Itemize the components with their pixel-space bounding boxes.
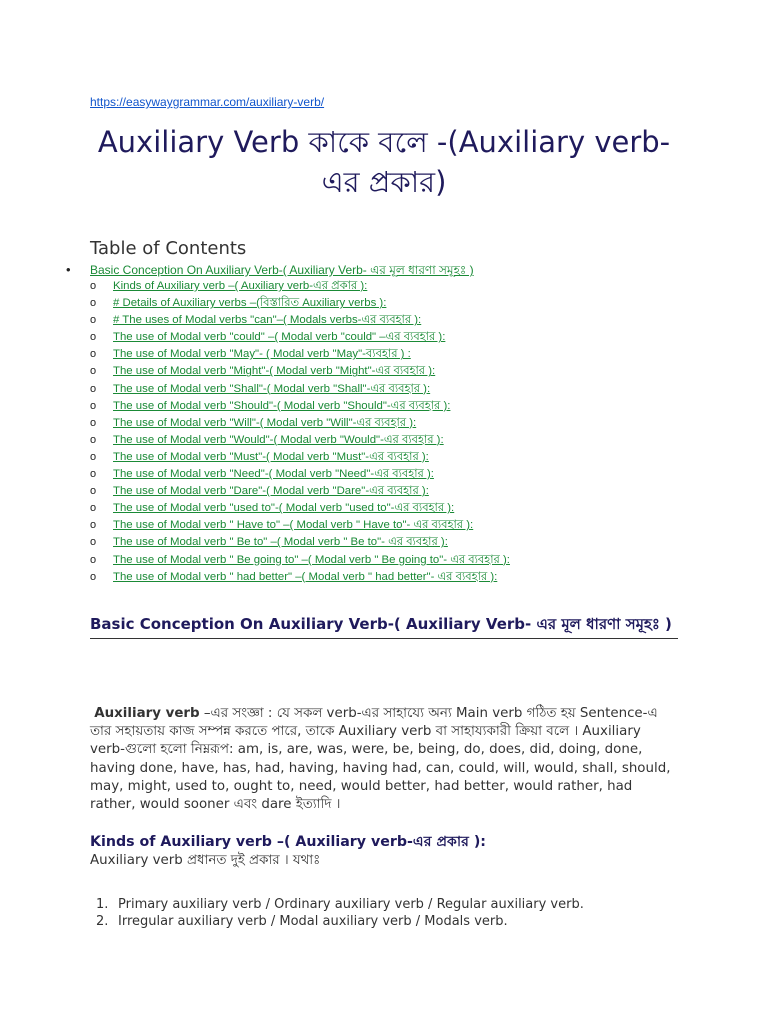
circle-bullet-icon: o <box>90 570 97 583</box>
page-title: Auxiliary Verb কাকে বলে -(Auxiliary verb-এর প্রকার) <box>97 125 671 199</box>
toc-link[interactable]: The use of Modal verb "could" –( Modal verb "could" –এর ব্যবহার ): <box>113 331 446 344</box>
toc-sub-list <box>90 278 678 586</box>
toc-link[interactable]: The use of Modal verb " Be going to" –( Modal verb " Be going to"- এর ব্যবহার ): <box>113 553 510 566</box>
toc-sub-item <box>90 312 678 329</box>
list-text: Irregular auxiliary verb / Modal auxiliary verb / Modals verb. <box>118 914 508 929</box>
toc-sub-item <box>90 381 678 398</box>
toc-link[interactable]: The use of Modal verb "Must"-( Modal verb "Must"-এর ব্যবহার ): <box>113 450 429 463</box>
toc-link[interactable]: The use of Modal verb "Need"-( Modal verb "Need"-এর ব্যবহার ): <box>113 468 434 481</box>
source-url-link[interactable]: https://easywaygrammar.com/auxiliary-verb/ <box>90 95 325 109</box>
list-item <box>90 896 584 913</box>
toc-heading: Table of Contents <box>90 238 247 259</box>
kinds-heading: Kinds of Auxiliary verb –( Auxiliary verb-এর প্রকার ): <box>90 834 486 850</box>
circle-bullet-icon: o <box>90 297 97 310</box>
circle-bullet-icon: o <box>90 348 97 361</box>
circle-bullet-icon: o <box>90 485 97 498</box>
toc-link[interactable]: The use of Modal verb "Should"-( Modal verb "Should"-এর ব্যবহার ): <box>113 399 451 412</box>
toc-sub-item <box>90 415 678 432</box>
circle-bullet-icon: o <box>90 331 97 344</box>
circle-bullet-icon: o <box>90 416 97 429</box>
toc-link[interactable]: The use of Modal verb " Have to" –( Modal verb " Have to"- এর ব্যবহার ): <box>113 519 474 532</box>
toc-sub-item <box>90 483 678 500</box>
circle-bullet-icon: o <box>90 433 97 446</box>
section-heading-basic-conception: Basic Conception On Auxiliary Verb-( Auxiliary Verb- এর মূল ধারণা সমূহঃ ) <box>90 614 678 639</box>
kinds-subtitle: Auxiliary verb প্রধানত দুই প্রকার । যথাঃ <box>90 853 321 868</box>
toc-link[interactable]: # The uses of Modal verbs "can"–( Modals verbs-এর ব্যবহার ): <box>113 314 422 327</box>
circle-bullet-icon: o <box>90 399 97 412</box>
toc-sub-item <box>90 569 678 586</box>
circle-bullet-icon: o <box>90 314 97 327</box>
toc-link[interactable]: The use of Modal verb "Shall"-( Modal verb "Shall"-এর ব্যবহার ): <box>113 382 431 395</box>
toc-link[interactable]: The use of Modal verb " had better" –( Modal verb " had better"- এর ব্যবহার ): <box>113 570 498 583</box>
toc-link[interactable]: The use of Modal verb "Dare"-( Modal verb "Dare"-এর ব্যবহার ): <box>113 485 429 498</box>
toc-link[interactable]: The use of Modal verb "used to"-( Modal verb "used to"-এর ব্যবহার ): <box>113 502 455 515</box>
list-text: Primary auxiliary verb / Ordinary auxiliary verb / Regular auxiliary verb. <box>118 897 584 912</box>
circle-bullet-icon: o <box>90 502 97 515</box>
toc-sub-item <box>90 534 678 551</box>
toc-sub-item <box>90 346 678 363</box>
circle-bullet-icon: o <box>90 280 97 292</box>
toc-sub-item <box>90 517 678 534</box>
toc-link[interactable]: The use of Modal verb " Be to" –( Modal verb " Be to"- এর ব্যবহার ): <box>113 536 448 549</box>
definition-paragraph <box>90 705 678 814</box>
circle-bullet-icon: o <box>90 382 97 395</box>
toc-link[interactable]: The use of Modal verb "Would"-( Modal verb "Would"-এর ব্যবহার ): <box>113 433 444 446</box>
toc-link-basic-conception[interactable]: Basic Conception On Auxiliary Verb-( Auxiliary Verb- এর মূল ধারণা সমূহঃ ) <box>90 263 474 277</box>
circle-bullet-icon: o <box>90 468 97 481</box>
circle-bullet-icon: o <box>90 365 97 378</box>
definition-text: –এর সংজ্ঞা : যে সকল verb-এর সাহায্যে অন্য Main verb গঠিত হয় Sentence-এ তার সহায়তায় কাজ সম্পন্ন করতে পারে, তাকে Auxiliary verb বা সাহায্যকারী ক্রিয়া বলে । Auxiliary verb-গুলো হলো নিম্নরূপ: am, is, are, was, were, be, being, do, does, did, doing, done, having done, have, has, had, having, having had, can, could, will, would, shall, should, may, might, used to, ought to, need, would better, had better, would rather, had rather, would sooner এবং dare ইত্যাদি । <box>90 706 671 813</box>
toc-sub-item <box>90 449 678 466</box>
toc-link[interactable]: # Details of Auxiliary verbs –(বিস্তারিত Auxiliary verbs ): <box>113 297 387 310</box>
circle-bullet-icon: o <box>90 450 97 463</box>
toc-sub-item <box>90 363 678 380</box>
toc-sub-item <box>90 295 678 312</box>
toc-sub-item <box>90 278 678 295</box>
toc-sub-item <box>90 329 678 346</box>
circle-bullet-icon: o <box>90 519 97 532</box>
toc-link[interactable]: The use of Modal verb "Will"-( Modal verb "Will"-এর ব্যবহার ): <box>113 416 417 429</box>
bullet-icon: • <box>66 262 71 277</box>
definition-term: Auxiliary verb <box>94 706 200 721</box>
toc-link[interactable]: The use of Modal verb "May"- ( Modal verb "May"-ব্যবহার ) : <box>113 348 411 361</box>
toc-sub-item <box>90 500 678 517</box>
toc-sub-item <box>90 398 678 415</box>
kinds-list <box>90 896 584 930</box>
circle-bullet-icon: o <box>90 536 97 549</box>
toc-link[interactable]: The use of Modal verb "Might"-( Modal verb "Might"-এর ব্যবহার ): <box>113 365 436 378</box>
list-number: 1. <box>96 897 109 912</box>
list-number: 2. <box>96 914 109 929</box>
toc-link[interactable]: Kinds of Auxiliary verb –( Auxiliary verb-এর প্রকার ): <box>113 280 368 292</box>
toc-sub-item <box>90 466 678 483</box>
circle-bullet-icon: o <box>90 553 97 566</box>
toc-sub-item <box>90 432 678 449</box>
list-item <box>90 913 584 930</box>
toc-sub-item <box>90 552 678 569</box>
